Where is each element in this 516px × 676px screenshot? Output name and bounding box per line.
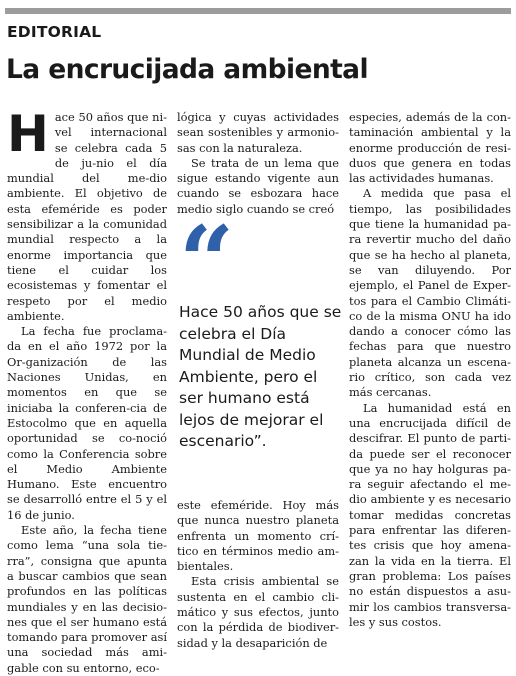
- pull-quote-text: Hace 50 años que se celebra el Día Mundial de Medio Ambiente, pero el ser humano está lejos de mejorar el escenario”.: [179, 303, 342, 450]
- paragraph-2: La fecha fue proclama-da en el año 1972 por la Or-ganización de las Naciones Unidas, en momentos en que se iniciaba la conferen-cia de Estocolmo que en aquella oportunidad se co-noció como la Conferencia sobre el Medio Ambiente Humano. Este encuentro se desarrolló entre el 5 y el 16 de junio.: [7, 324, 167, 522]
- quote-mark-icon: “: [179, 205, 227, 318]
- column-2-top: [177, 110, 339, 217]
- pull-quote: [179, 205, 344, 453]
- paragraph-5: Se trata de un lema que sigue estando vigente aun cuando se esbozara hace medio siglo cuando se creó: [177, 155, 339, 216]
- paragraph-10: La humanidad está en una encrucijada difícil de descifrar. El punto de parti-da puede ser el reconocer que ya no hay holguras pa-ra seguir afectando el me-dio ambiente y es necesario tomar medidas concretas para enfrentar las diferen-tes crisis que hoy amena-zan la vida en la tierra. El gran problema: Los países no están dispuestos a asu-mir los cambios transversa-les y sus costos.: [349, 400, 511, 629]
- paragraph-8: especies, además de la con-taminación ambiental y la enorme producción de resi-duos que genera en todas las actividades humanas.: [349, 110, 511, 186]
- paragraph-4: lógica y cuyas actividades sean sostenibles y armonio-sas con la naturaleza.: [177, 110, 339, 155]
- top-rule: [5, 8, 511, 14]
- column-3: [349, 110, 511, 630]
- headline: La encrucijada ambiental: [6, 54, 368, 85]
- column-2-bottom: [177, 498, 339, 651]
- paragraph-7: Esta crisis ambiental se sustenta en el cambio cli-mático y sus efectos, junto con la pérdida de biodiver-sidad y la desaparición de: [177, 574, 339, 650]
- paragraph-3: Este año, la fecha tiene como lema “una sola tie-rra”, consigna que apunta a buscar cambios que sean profundos en las políticas mundiales y en las decisio-nes que el ser humano está tomando para promover así una sociedad más ami-gable con su entorno, eco-: [7, 523, 167, 675]
- paragraph-1-text: ace 50 años que ni-vel internacional se celebra cada 5 de ju-nio el día mundial del me-dio ambiente. El objetivo de esta efeméride es poder sensibilizar a la comunidad mundial respecto a la enorme importancia que tiene el cuidar los ecosistemas y fomentar el respeto por el medio ambiente.: [7, 110, 167, 323]
- section-label: EDITORIAL: [7, 23, 102, 41]
- drop-cap: H: [7, 105, 49, 163]
- column-1: [7, 105, 167, 676]
- paragraph-6: este efeméride. Hoy más que nunca nuestro planeta enfrenta un momento crí-tico en términos medio am-bientales.: [177, 498, 339, 574]
- paragraph-9: A medida que pasa el tiempo, las posibilidades que tiene la humanidad pa-ra revertir mucho del daño que se ha hecho al planeta, se van diluyendo. Por ejemplo, el Panel de Exper-tos para el Cambio Climáti-co de la misma ONU ha ido dando a conocer cómo las fechas para que nuestro planeta alcanza un escena-rio crítico, son cada vez más cercanas.: [349, 186, 511, 400]
- paragraph-1: [7, 105, 167, 324]
